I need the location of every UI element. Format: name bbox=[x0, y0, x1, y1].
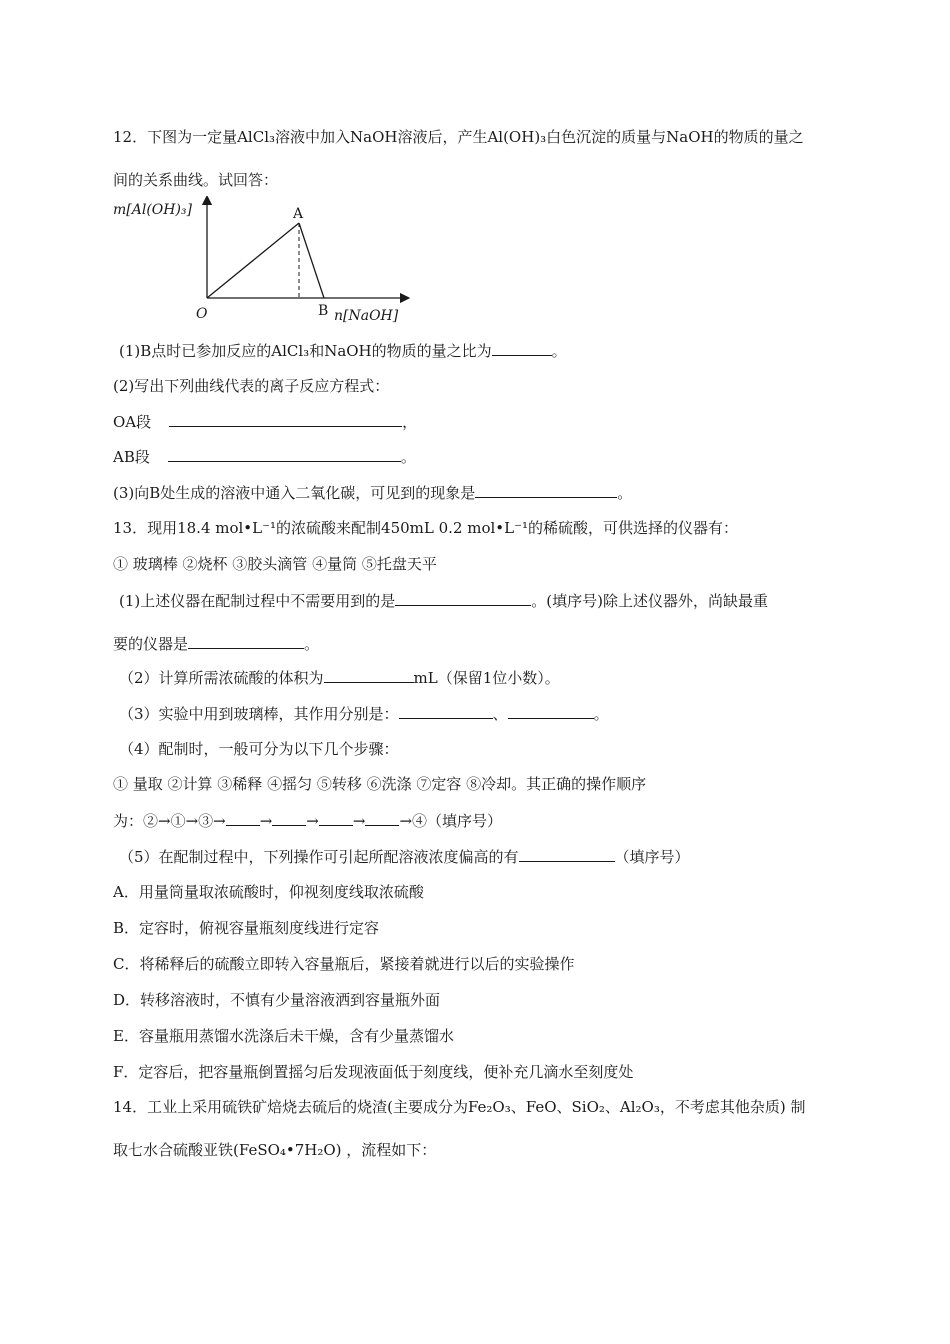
q13-steps: ① 量取 ②计算 ③稀释 ④摇匀 ⑤转移 ⑥洗涤 ⑦定容 ⑧冷却。其正确的操作顺序 bbox=[113, 775, 647, 793]
order-arrow: → bbox=[259, 812, 273, 830]
answer-blank[interactable] bbox=[399, 703, 493, 719]
q12-ab-row bbox=[113, 446, 416, 467]
q13-instruments: ① 玻璃棒 ②烧杯 ③胶头滴管 ④量筒 ⑤托盘天平 bbox=[113, 555, 437, 573]
segment-oa bbox=[207, 223, 299, 298]
x-axis-label: n[NaOH] bbox=[334, 308, 399, 324]
answer-blank[interactable] bbox=[365, 810, 399, 826]
y-axis-label: m[Al(OH)₃] bbox=[113, 202, 193, 218]
point-a-label: A bbox=[293, 206, 304, 222]
answer-blank[interactable] bbox=[508, 703, 594, 719]
q14-stem-line1: 14．工业上采用硫铁矿焙烧去硫后的烧渣(主要成分为Fe₂O₃、FeO、SiO₂、Al₂O₃，不考虑其他杂质) 制 bbox=[113, 1098, 806, 1116]
q13-part3-end: 。 bbox=[593, 705, 609, 723]
q13-part1-text: (1)上述仪器在配制过程中不需要用到的是 bbox=[119, 592, 396, 610]
q13-part3 bbox=[119, 703, 609, 724]
answer-blank[interactable] bbox=[395, 590, 531, 606]
q13-part2 bbox=[119, 667, 560, 688]
option-d: D．转移溶液时，不慎有少量溶液洒到容量瓶外面 bbox=[113, 991, 441, 1009]
q13-part5 bbox=[119, 846, 690, 867]
answer-blank[interactable] bbox=[319, 810, 353, 826]
q13-order bbox=[113, 810, 502, 831]
order-start: 为：②→①→③→ bbox=[113, 812, 226, 830]
answer-blank[interactable] bbox=[188, 633, 304, 649]
point-b-label: B bbox=[318, 303, 329, 319]
q14-stem-line2: 取七水合硫酸亚铁(FeSO₄•7H₂O) ，流程如下： bbox=[113, 1141, 437, 1159]
q13-part1-line1 bbox=[119, 590, 768, 611]
option-f: F．定容后，把容量瓶倒置摇匀后发现液面低于刻度线，便补充几滴水至刻度处 bbox=[113, 1063, 634, 1081]
q12-part1-end: 。 bbox=[551, 342, 567, 360]
q13-part1-text3: 要的仪器是 bbox=[113, 635, 189, 653]
answer-blank[interactable] bbox=[519, 846, 615, 862]
answer-blank[interactable] bbox=[475, 482, 617, 498]
ab-end: 。 bbox=[400, 448, 416, 466]
order-arrow: → bbox=[352, 812, 366, 830]
q12-part3-end: 。 bbox=[617, 484, 633, 502]
q13-part3-sep: 、 bbox=[492, 705, 508, 723]
q13-part4: （4）配制时，一般可分为以下几个步骤： bbox=[119, 740, 399, 758]
segment-ab bbox=[299, 223, 324, 298]
q13-part5-text: （5）在配制过程中，下列操作可引起所配溶液浓度偏高的有 bbox=[119, 848, 519, 866]
option-c: C．将稀释后的硫酸立即转入容量瓶后，紧接着就进行以后的实验操作 bbox=[113, 955, 575, 973]
q13-part3-text: （3）实验中用到玻璃棒，其作用分别是： bbox=[119, 705, 399, 723]
q12-part2: (2)写出下列曲线代表的离子反应方程式： bbox=[113, 377, 390, 395]
answer-blank[interactable] bbox=[324, 667, 414, 683]
answer-blank[interactable] bbox=[168, 446, 401, 462]
q13-stem: 13．现用18.4 mol•L⁻¹的浓硫酸来配制450mL 0.2 mol•L⁻¹的稀硫酸，可供选择的仪器有： bbox=[113, 519, 739, 537]
q13-part1-line2 bbox=[113, 633, 319, 654]
q12-stem-line1: 12．下图为一定量AlCl₃溶液中加入NaOH溶液后，产生Al(OH)₃白色沉淀的质量与NaOH的物质的量之 bbox=[113, 128, 804, 146]
order-end: →④（填序号） bbox=[399, 812, 503, 830]
q12-oa-row bbox=[113, 411, 417, 432]
option-a: A．用量筒量取浓硫酸时，仰视刻度线取浓硫酸 bbox=[113, 883, 424, 901]
option-e: E．容量瓶用蒸馏水洗涤后未干燥，含有少量蒸馏水 bbox=[113, 1027, 454, 1045]
q13-part2-end: mL（保留1位小数）。 bbox=[413, 669, 560, 687]
q12-part1 bbox=[119, 340, 567, 361]
q12-part3-text: (3)向B处生成的溶液中通入二氧化碳，可见到的现象是 bbox=[113, 484, 476, 502]
answer-blank[interactable] bbox=[169, 411, 402, 427]
q13-part5-end: （填序号） bbox=[614, 848, 690, 866]
oa-end: ， bbox=[402, 413, 418, 431]
option-b: B．定容时，俯视容量瓶刻度线进行定容 bbox=[113, 919, 380, 937]
q12-graph bbox=[113, 196, 413, 326]
q12-part3 bbox=[113, 482, 632, 503]
q13-part1-text2: 。(填序号)除上述仪器外，尚缺最重 bbox=[531, 592, 768, 610]
q12-part1-text: (1)B点时已参加反应的AlCl₃和NaOH的物质的量之比为 bbox=[119, 342, 492, 360]
q13-part2-text: （2）计算所需浓硫酸的体积为 bbox=[119, 669, 324, 687]
answer-blank[interactable] bbox=[272, 810, 306, 826]
q13-part1-end: 。 bbox=[304, 635, 320, 653]
answer-blank[interactable] bbox=[226, 810, 260, 826]
ab-label: AB段 bbox=[113, 448, 150, 466]
oa-label: OA段 bbox=[113, 413, 152, 431]
q12-stem-line2: 间的关系曲线。试回答： bbox=[113, 171, 279, 189]
origin-label: O bbox=[196, 306, 208, 322]
answer-blank[interactable] bbox=[492, 340, 552, 356]
order-arrow: → bbox=[306, 812, 319, 830]
